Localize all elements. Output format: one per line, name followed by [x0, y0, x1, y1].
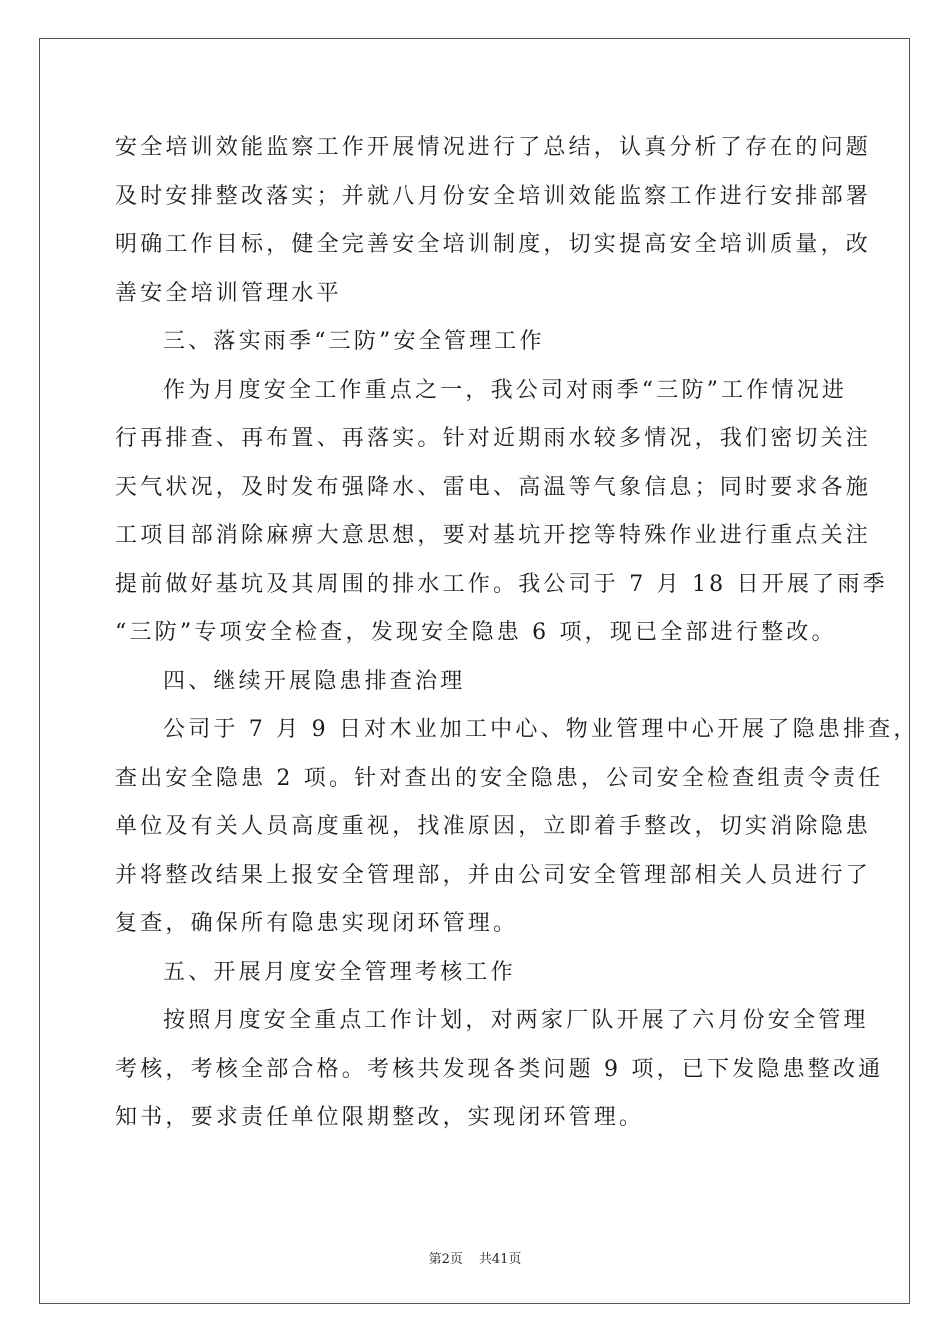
text-line: 行再排查、再布置、再落实。针对近期雨水较多情况，我们密切关注 [115, 426, 872, 451]
text-line: “三防”专项安全检查，发现安全隐患 6 项，现已全部进行整改。 [115, 620, 837, 645]
text-line: 知书，要求责任单位限期整改，实现闭环管理。 [115, 1105, 645, 1130]
text-line: 单位及有关人员高度重视，找准原因，立即着手整改，切实消除隐患 [115, 814, 872, 839]
section-heading: 四、继续开展隐患排查治理 [163, 668, 466, 694]
text-line: 并将整改结果上报安全管理部，并由公司安全管理部相关人员进行了 [115, 862, 872, 888]
text-line: 查出安全隐患 2 项。针对查出的安全隐患，公司安全检查组责令责任 [115, 765, 884, 791]
text-line: 作为月度安全工作重点之一，我公司对雨季“三防”工作情况进 [163, 377, 848, 403]
text-line: 提前做好基坑及其周围的排水工作。我公司于 7 月 18 日开展了雨季 [115, 571, 888, 597]
section-heading: 三、落实雨季“三防”安全管理工作 [163, 329, 545, 354]
section-heading: 五、开展月度安全管理考核工作 [163, 959, 516, 985]
text-line: 考核，考核全部合格。考核共发现各类问题 9 项，已下发隐患整改通 [115, 1056, 884, 1082]
text-line: 复查，确保所有隐患实现闭环管理。 [115, 911, 519, 936]
text-line: 安全培训效能监察工作开展情况进行了总结，认真分析了存在的问题 [115, 135, 872, 160]
text-line: 天气状况，及时发布强降水、雷电、高温等气象信息；同时要求各施 [115, 474, 872, 500]
text-line: 明确工作目标，健全完善安全培训制度，切实提高安全培训质量，改 [115, 232, 872, 257]
page-number: 第2页 [428, 1252, 463, 1267]
text-line: 及时安排整改落实；并就八月份安全培训效能监察工作进行安排部署 [115, 183, 872, 209]
text-line: 工项目部消除麻痹大意思想，要对基坑开挖等特殊作业进行重点关注 [115, 523, 872, 548]
text-line: 按照月度安全重点工作计划，对两家厂队开展了六月份安全管理 [163, 1008, 869, 1033]
page-footer [0, 1248, 950, 1267]
text-line: 公司于 7 月 9 日对木业加工中心、物业管理中心开展了隐患排查， [163, 717, 919, 742]
total-pages: 共41页 [478, 1252, 522, 1267]
document-body [115, 124, 919, 1143]
text-line: 善安全培训管理水平 [115, 280, 342, 306]
